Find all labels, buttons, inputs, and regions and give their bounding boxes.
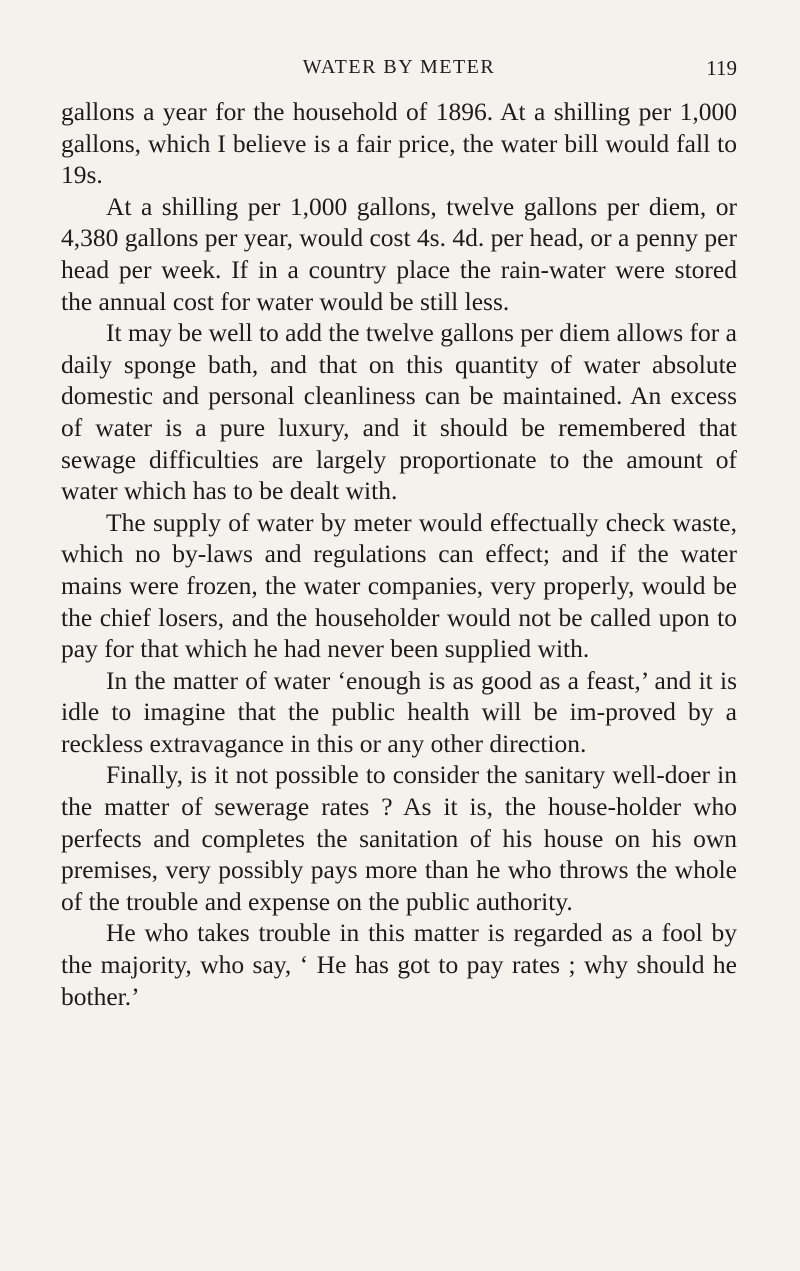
paragraph-enough-feast: In the matter of water ‘enough is as good as a feast,’ and it is idle to imagine that the public health will be im-proved by a reckless extravagance in this or any other direction.: [61, 665, 737, 758]
running-head: [61, 56, 737, 96]
page-number: 119: [706, 56, 737, 80]
paragraph-meter-supply: The supply of water by meter would effectually check waste, which no by-laws and regulations can effect; and if the water mains were frozen, the water companies, very properly, would be the chief losers, and the householder would not be called upon to pay for that which he had never been supplied with.: [61, 507, 737, 664]
running-title: WATER BY METER: [302, 56, 496, 78]
paragraph-continued: gallons a year for the household of 1896. At a shilling per 1,000 gallons, which I believe is a fair price, the water bill would fall to 19s.: [61, 97, 737, 190]
paragraph-sewerage-rates: Finally, is it not possible to consider the sanitary well-doer in the matter of sewerage rates ? As it is, the house-holder who perfects and completes the sanitation of his house on his own premises, very possibly pays more than he who throws the whole of the trouble and expense on the public authority.: [61, 760, 737, 916]
paragraph-takes-trouble: He who takes trouble in this matter is regarded as a fool by the majority, who say, ‘ He has got to pay rates ; why should he bother.’: [61, 918, 737, 1011]
body-text: [61, 96, 737, 1012]
paragraph-sponge-bath: It may be well to add the twelve gallons per diem allows for a daily sponge bath, and that on this quantity of water absolute domestic and personal cleanliness can be maintained. An excess of water is a pure luxury, and it should be remembered that sewage difficulties are largely proportionate to the amount of water which has to be dealt with.: [61, 318, 737, 506]
paragraph-cost-per-head: At a shilling per 1,000 gallons, twelve gallons per diem, or 4,380 gallons per year, would cost 4s. 4d. per head, or a penny per head per week. If in a country place the rain-water were stored the annual cost for water would be still less.: [61, 191, 737, 316]
